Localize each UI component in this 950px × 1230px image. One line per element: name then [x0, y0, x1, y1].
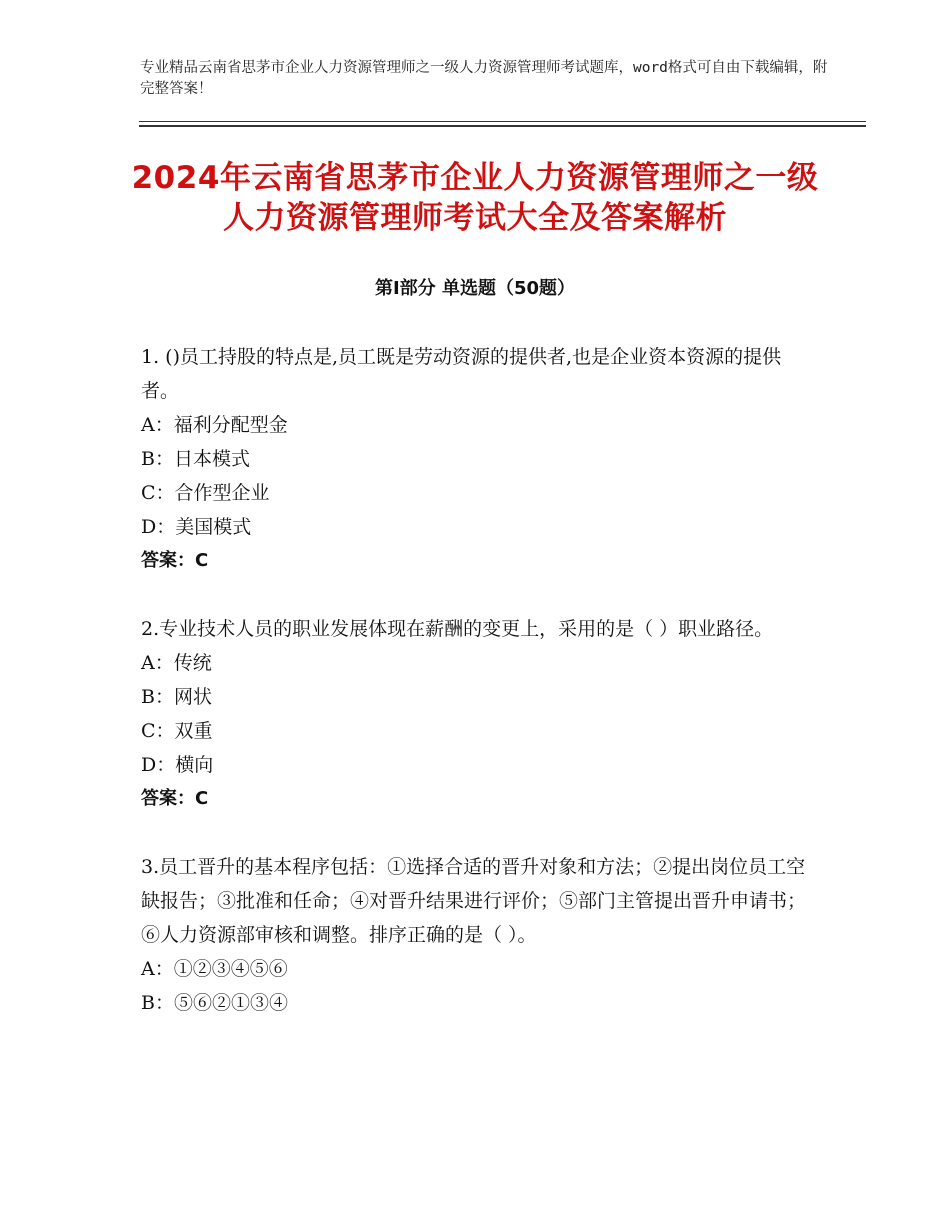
question-stem: 2.专业技术人员的职业发展体现在薪酬的变更上，采用的是（ ）职业路径。 [141, 618, 774, 640]
option-a: A：传统 [141, 652, 212, 674]
option-c: C：双重 [141, 720, 213, 742]
question-stem: 3.员工晋升的基本程序包括：①选择合适的晋升对象和方法；②提出岗位员工空缺报告；③批准和任命；④对晋升结果进行评价；⑤部门主管提出晋升申请书；⑥人力资源部审核和调整。排序正确的是（ ）。 [141, 856, 807, 946]
question-stem: 1. ()员工持股的特点是,员工既是劳动资源的提供者,也是企业资本资源的提供者。 [141, 346, 782, 402]
option-d: D：横向 [141, 754, 214, 776]
question-3 [141, 850, 811, 1020]
section-title: 第Ⅰ部分 单选题（50题） [374, 278, 575, 299]
option-a: A：福利分配型金 [141, 414, 288, 436]
question-2 [141, 612, 811, 816]
option-d: D：美国模式 [141, 516, 252, 538]
option-b: B：网状 [141, 686, 212, 708]
header-rule-thick [139, 125, 866, 127]
question-list [141, 340, 811, 1054]
document-title: 2024年云南省思茅市企业人力资源管理师之一级人力资源管理师考试大全及答案解析 [131, 160, 819, 236]
option-a: A：①②③④⑤⑥ [141, 958, 288, 980]
option-c: C：合作型企业 [141, 482, 270, 504]
header-note: 专业精品云南省思茅市企业人力资源管理师之一级人力资源管理师考试题库，word格式可自由下载编辑，附完整答案！ [140, 60, 828, 97]
question-1 [141, 340, 811, 578]
option-b: B：日本模式 [141, 448, 250, 470]
option-b: B：⑤⑥②①③④ [141, 992, 288, 1014]
answer: 答案：C [141, 550, 209, 571]
answer: 答案：C [141, 788, 209, 809]
header-rule-thin [139, 121, 866, 122]
